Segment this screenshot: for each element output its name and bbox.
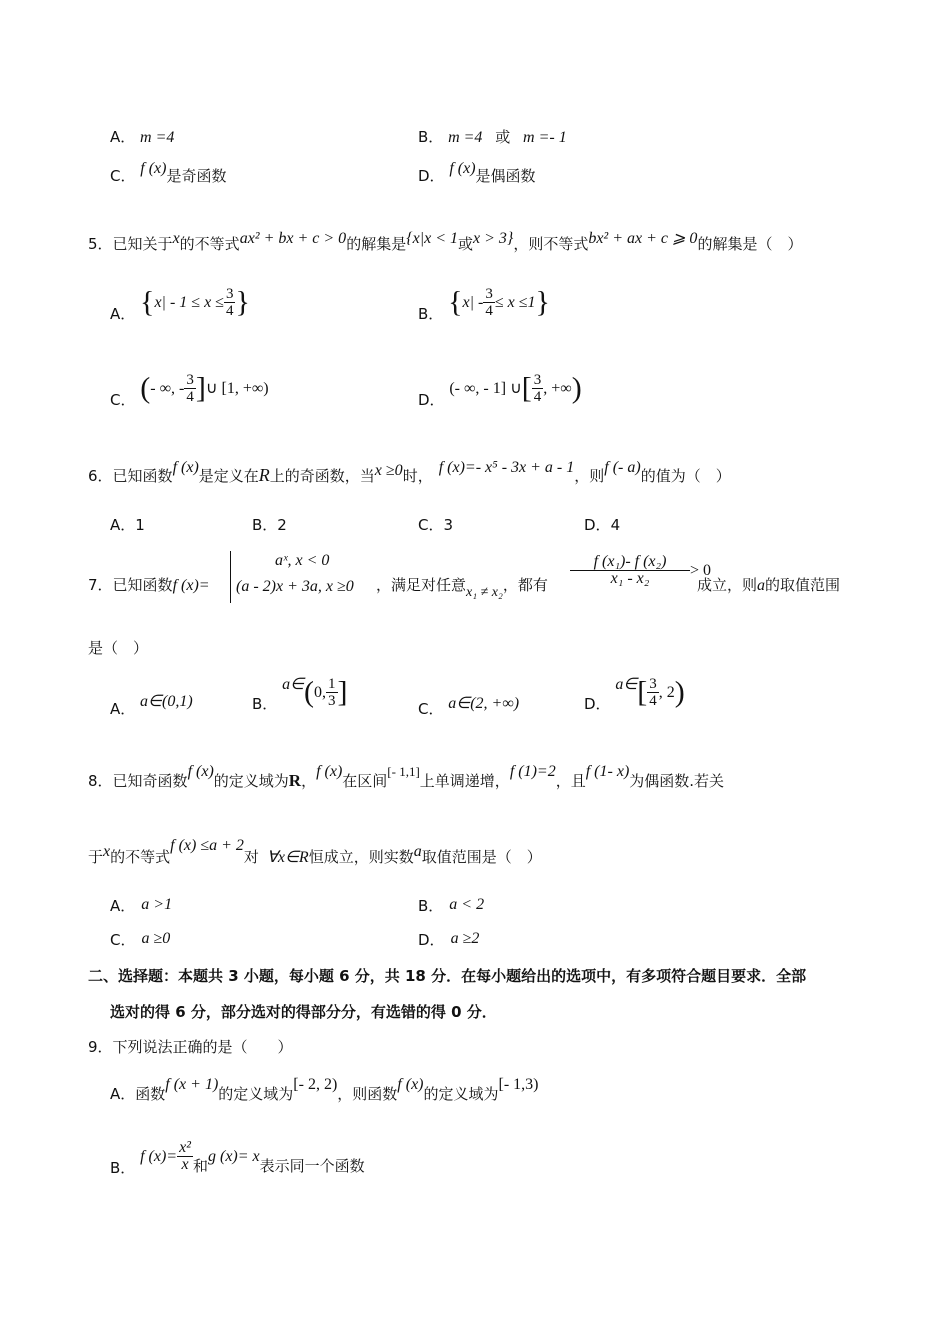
q8-option-c[interactable]: C． a ≥0 [110,930,171,949]
q5-option-b[interactable]: B． {x| - $\frac{3}{4}$ ≤ x ≤1} [418,285,550,323]
fraction: $\frac{\text{x²}}{x}$ [179,1139,191,1173]
q8-option-b[interactable]: B． a < 2 [418,896,485,915]
q4-option-a[interactable]: A． m =4 [110,128,175,146]
q8-option-d[interactable]: D． a ≥2 [418,930,480,949]
q7-case-2: (a - 2)x + 3a, x ≥0 [236,578,354,595]
q7-option-d[interactable]: D． a∈[ $\frac{3}{4}$ , 2) [584,675,685,713]
piecewise-brace [230,551,233,603]
q8-stem-line2: 于x的不等式f (x) ≤a + 2对 ∀x∈R恒成立，则实数a取值范围是（ ） [88,837,542,866]
q7-case-1: aˣ, x < 0 [275,552,330,569]
q5-option-a[interactable]: A． {x| - 1 ≤ x ≤ $\frac{3}{4}$ } [110,285,250,323]
q6-option-b[interactable]: B．2 [252,516,287,534]
q7-option-b[interactable]: B． a∈(0, $\frac{1}{3}$ ] [252,675,348,713]
q7-stem: 7．已知函数f (x)= [88,576,210,594]
q7-option-c[interactable]: C． a∈(2, +∞) [418,695,520,718]
q9-option-a[interactable]: A．函数f (x + 1)的定义域为[- 2, 2)，则函数f (x)的定义域为[- 1,3) [110,1076,539,1103]
q6-option-c[interactable]: C．3 [418,516,454,534]
q9-stem: 9．下列说法正确的是（ ） [88,1038,293,1056]
q4-option-d[interactable]: D． f (x)是偶函数 [418,160,536,185]
section2-heading-line2: 选对的得 6 分，部分选对的得部分分，有选错的得 0 分． [110,1003,497,1021]
fraction: $\frac{3}{4}$ [649,676,657,709]
q6-option-a[interactable]: A．1 [110,516,145,534]
fraction: $\frac{3}{4}$ [533,372,542,405]
q4-option-c[interactable]: C． f (x)是奇函数 [110,160,227,185]
q7-option-a[interactable]: A． a∈(0,1) [110,693,193,718]
q5-option-c[interactable]: C． (- ∞, - $\frac{3}{4}$ ]∪ [1, +∞) [110,371,269,409]
section2-heading: 二、选择题：本题共 3 小题，每小题 6 分，共 18 分．在每小题给出的选项中，有多项符合题目要求．全部 [88,967,807,985]
q6-option-d[interactable]: D．4 [584,516,621,534]
q6-stem: 6．已知函数f (x)是定义在R上的奇函数，当x ≥0时， f (x)=- x⁵ - 3x + a - 1，则f (- a)的值为（ ） [88,459,731,485]
q5-option-d[interactable]: D． (- ∞, - 1] ∪[ $\frac{3}{4}$ , +∞) [418,371,582,409]
q8-option-a[interactable]: A． a >1 [110,896,173,915]
q7-stem-end: 成立，则a的取值范围 [697,576,841,594]
q9-option-b[interactable]: B． f (x)= $\frac{\text{x²}}{x}$ 和g (x)= x表示同一个函数 [110,1139,365,1177]
fraction: $\frac{3}{4}$ [485,286,493,319]
q7-inequality: $\frac{\text{f (x₁)- f (x₂)}}{\text{x₁ - x₂}}$ > 0 [570,554,711,587]
q4-option-b[interactable]: B． m =4 或 m =- 1 [418,128,567,146]
q7-stem-cont: ，满足对任意x₁ ≠ x₂，都有 [376,576,548,600]
q8-stem: 8．已知奇函数f (x)的定义域为R，f (x)在区间[- 1,1]上单调递增，f (1)=2，且f (1- x)为偶函数.若关 [88,763,725,790]
fraction: $\frac{1}{3}$ [328,676,336,709]
fraction: $\frac{3}{4}$ [225,286,234,319]
q7-stem-line2: 是（ ） [88,639,149,657]
q5-stem: 5．已知关于x的不等式ax² + bx + c > 0的解集是{x|x < 1或x > 3}，则不等式bx² + ax + c ⩾ 0的解集是（ ） [88,230,803,253]
fraction: $\frac{3}{4}$ [186,372,194,405]
